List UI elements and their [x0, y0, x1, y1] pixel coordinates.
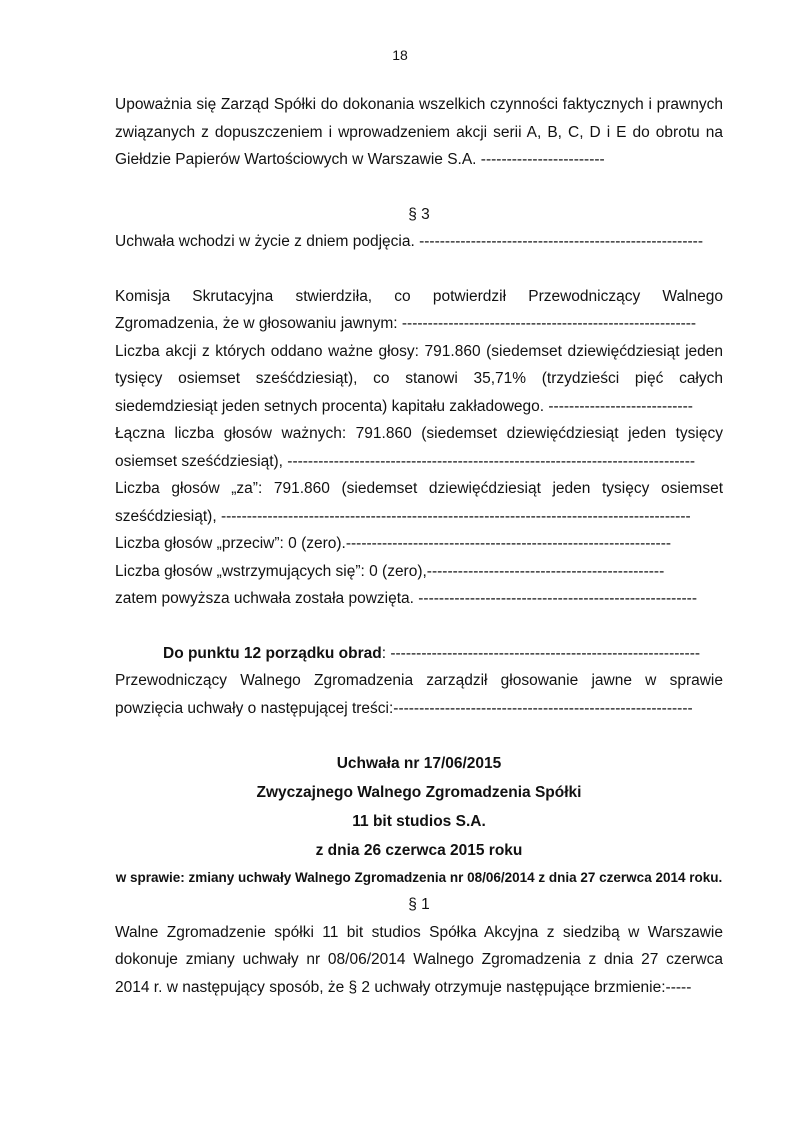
votes-against-paragraph: Liczba głosów „przeciw”: 0 (zero).--------------------------------------------------------------- [115, 535, 672, 552]
resolution-subject: w sprawie: zmiany uchwały Walnego Zgromadzenia nr 08/06/2014 z dnia 27 czerwca 2014 roku. [115, 870, 723, 885]
total-valid-votes-paragraph: Łączna liczba głosów ważnych: 791.860 (siedemset dziewięćdziesiąt jeden tysięcy osiemset sześćdziesiąt), ------------------------------------------------------------------------------- [115, 425, 723, 470]
chairman-vote-paragraph: Przewodniczący Walnego Zgromadzenia zarządził głosowanie jawne w sprawie powzięcia uchwały o następującej treści:---------------------------------------------------------- [115, 672, 723, 717]
agenda-item-dashes: : ------------------------------------------------------------ [381, 644, 701, 662]
votes-for-paragraph: Liczba głosów „za”: 791.860 (siedemset dziewięćdziesiąt jeden tysięcy osiemset sześćdziesiąt), ------------------------------------------------------------------------------------------- [115, 480, 723, 525]
agenda-item-paragraph [115, 640, 723, 668]
shares-voted-paragraph: Liczba akcji z których oddano ważne głosy: 791.860 (siedemset dziewięćdziesiąt jeden tysięcy osiemset sześćdziesiąt), co stanowi 35,71% (trzydzieści pięć całych siedemdziesiąt jeden setnych procenta) kapitału zakładowego. ---------------------------- [115, 342, 723, 415]
resolution-date: z dnia 26 czerwca 2015 roku [315, 842, 523, 859]
agenda-item-label: Do punktu 12 porządku obrad [163, 644, 382, 662]
authorization-paragraph: Upoważnia się Zarząd Spółki do dokonania wszelkich czynności faktycznych i prawnych związanych z dopuszczeniem i wprowadzeniem akcji serii A, B, C, D i E do obrotu na Giełdzie Papierów Wartościowych w Warszawie S.A. ------------------------ [115, 96, 723, 168]
resolution-adopted-paragraph: zatem powyższa uchwała została powzięta. ------------------------------------------------------ [115, 590, 697, 607]
resolution-number: Uchwała nr 17/06/2015 [336, 755, 502, 772]
document-body [115, 91, 723, 1001]
votes-abstain-paragraph: Liczba głosów „wstrzymujących się”: 0 (zero),---------------------------------------------- [115, 562, 665, 580]
section-3-heading: § 3 [408, 205, 430, 223]
resolution-assembly: Zwyczajnego Walnego Zgromadzenia Spółki [256, 784, 582, 801]
page-number: 18 [392, 47, 408, 63]
resolution-company: 11 bit studios S.A. [352, 813, 486, 830]
section-1-heading: § 1 [408, 896, 430, 913]
effective-date-paragraph: Uchwała wchodzi w życie z dniem podjęcia. ------------------------------------------------------- [115, 233, 703, 250]
resolution-body-paragraph: Walne Zgromadzenie spółki 11 bit studios Spółka Akcyjna z siedzibą w Warszawie dokonuje zmiany uchwały nr 08/06/2014 Walnego Zgromadzenia z dnia 27 czerwca 2014 r. w następujący sposób, że § 2 uchwały otrzymuje następujące brzmienie:----- [115, 923, 723, 996]
vote-committee-paragraph: Komisja Skrutacyjna stwierdziła, co potwierdził Przewodniczący Walnego Zgromadzenia, że w głosowaniu jawnym: --------------------------------------------------------- [115, 287, 723, 332]
